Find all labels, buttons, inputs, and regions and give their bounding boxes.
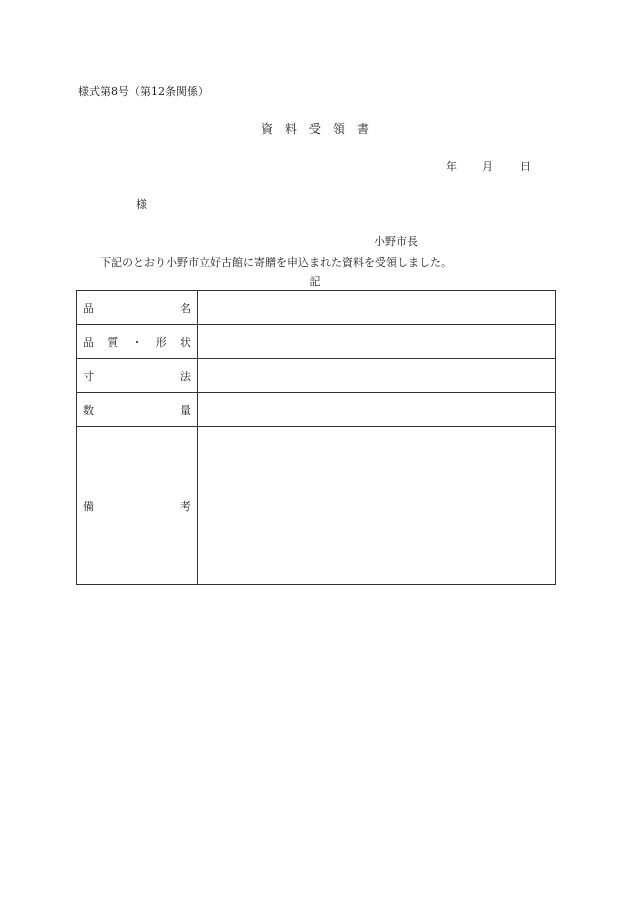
label-char: 数	[83, 403, 94, 417]
row-value[interactable]	[198, 325, 556, 359]
date-line	[446, 161, 531, 172]
sender-name: 小野市長	[374, 235, 418, 248]
body-text: 下記のとおり小野市立好古館に寄贈を申込まれた資料を受領しました。	[100, 256, 452, 269]
label-char: ・	[131, 335, 143, 349]
row-value[interactable]	[198, 359, 556, 393]
table-row	[77, 393, 556, 427]
table-row	[77, 427, 556, 585]
label-char: 法	[180, 369, 191, 383]
row-value[interactable]	[198, 393, 556, 427]
row-value[interactable]	[198, 291, 556, 325]
document-title	[0, 123, 630, 135]
title-char: 領	[333, 122, 346, 136]
receipt-table	[76, 290, 556, 585]
row-label	[77, 291, 198, 325]
title-char: 受	[308, 122, 321, 136]
row-label	[77, 325, 198, 359]
title-char: 料	[284, 122, 297, 136]
addressee-suffix: 様	[136, 198, 147, 211]
form-number: 様式第8号（第12条関係）	[78, 85, 209, 98]
label-char: 名	[180, 301, 191, 315]
title-char: 書	[357, 122, 370, 136]
label-char: 品	[83, 335, 94, 349]
label-char: 考	[180, 499, 191, 513]
label-char: 形	[155, 335, 167, 349]
label-char: 質	[107, 335, 119, 349]
label-char: 寸	[83, 369, 94, 383]
row-label	[77, 393, 198, 427]
row-value[interactable]	[198, 427, 556, 585]
table-row	[77, 291, 556, 325]
label-char: 量	[180, 403, 191, 417]
label-char: 備	[83, 499, 94, 513]
title-char: 資	[260, 122, 273, 136]
table-row	[77, 359, 556, 393]
label-char: 状	[180, 335, 191, 349]
row-label	[77, 427, 198, 585]
table-row	[77, 325, 556, 359]
date-day: 日	[520, 160, 531, 173]
date-year: 年	[446, 160, 457, 173]
ki-marker: 記	[309, 275, 321, 288]
row-label	[77, 359, 198, 393]
date-month: 月	[482, 160, 493, 173]
label-char: 品	[83, 301, 94, 315]
